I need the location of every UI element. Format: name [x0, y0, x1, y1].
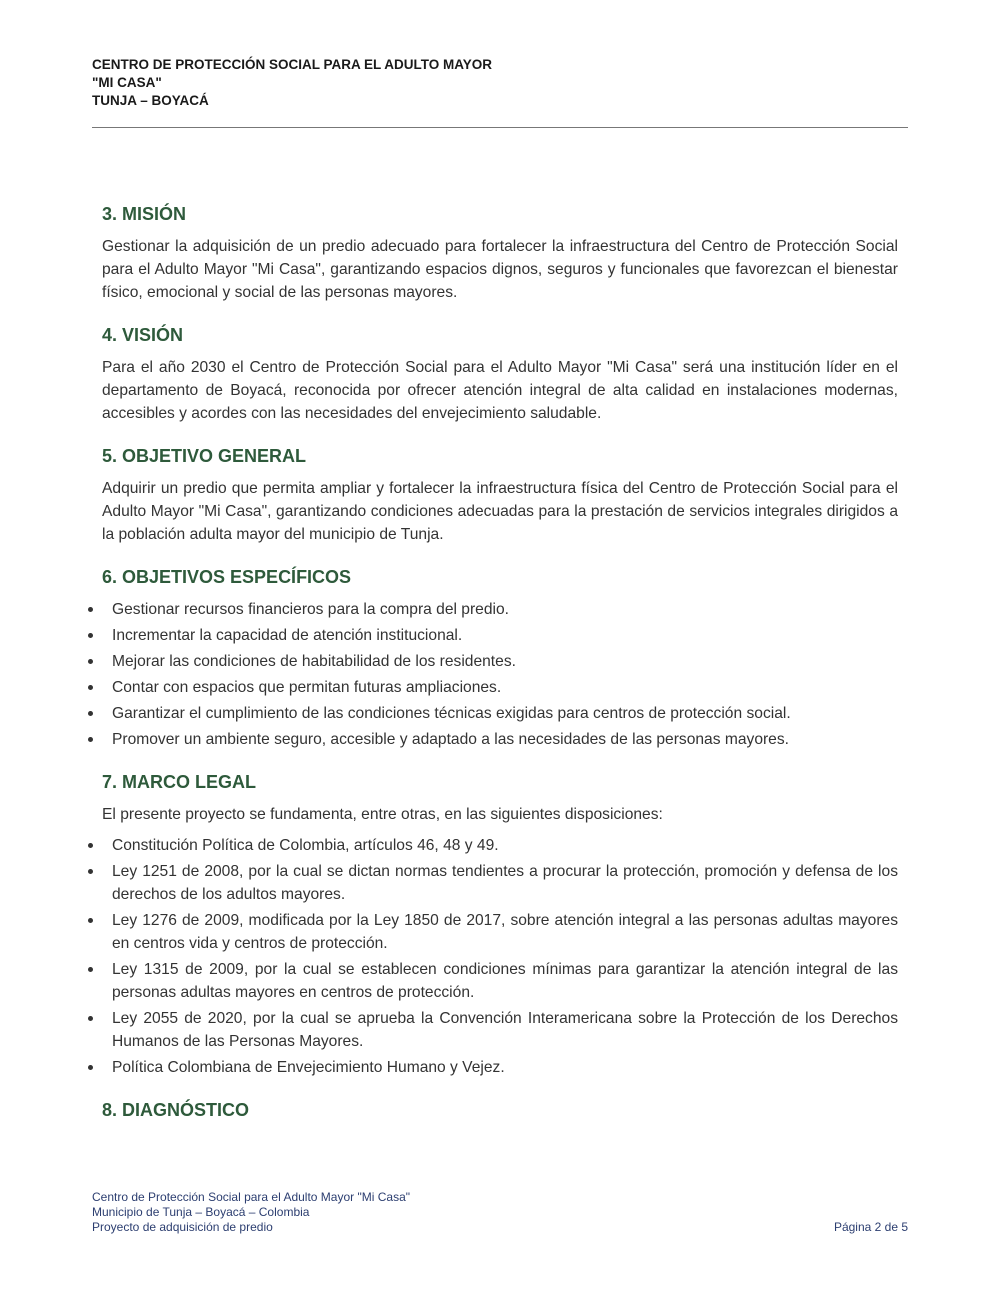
section-diagnostico [102, 1098, 898, 1122]
list-item-text: Ley 1251 de 2008, por la cual se dictan normas tendientes a procurar la protección, promoción y defensa de los derechos de los adultos mayores. [112, 863, 898, 903]
page-footer [92, 1190, 908, 1235]
list-item [88, 624, 898, 647]
list-item [88, 909, 898, 955]
list-item-text: Mejorar las condiciones de habitabilidad de los residentes. [112, 653, 516, 670]
list-item [88, 650, 898, 673]
list-item-text: Gestionar recursos financieros para la compra del predio. [112, 601, 509, 618]
list-item [88, 834, 898, 857]
bullet-icon [88, 869, 93, 874]
list-item-text: Constitución Política de Colombia, artículos 46, 48 y 49. [112, 837, 499, 854]
bullet-icon [88, 737, 93, 742]
section-vision [102, 323, 898, 425]
bullet-icon [88, 659, 93, 664]
section-marco-legal [102, 770, 898, 1079]
page-header [92, 56, 908, 110]
page-number: Página 2 de 5 [833, 1220, 908, 1234]
list-item-text: Política Colombiana de Envejecimiento Humano y Vejez. [112, 1059, 505, 1076]
footer-institution: Centro de Protección Social para el Adulto Mayor "Mi Casa" [92, 1190, 411, 1204]
bullet-icon [88, 633, 93, 638]
list-item [88, 728, 898, 751]
bullet-icon [88, 967, 93, 972]
section-paragraph: Adquirir un predio que permita ampliar y fortalecer la infraestructura física del Centro de Protección Social para el Adulto Mayor "Mi Casa", garantizando condiciones adecuadas para la prestación de servicios integrales dirigidos a la población adulta mayor del municipio de Tunja. [102, 480, 898, 543]
header-institution: CENTRO DE PROTECCIÓN SOCIAL PARA EL ADULTO MAYOR [92, 57, 493, 72]
bullet-icon [88, 843, 93, 848]
document-body [102, 202, 898, 1141]
bullet-icon [88, 1016, 93, 1021]
section-title: 3. MISIÓN [102, 204, 187, 224]
list-item [88, 702, 898, 725]
list-item [88, 1056, 898, 1079]
list-item [88, 1007, 898, 1053]
bullet-list [88, 598, 898, 751]
list-item-text: Ley 1276 de 2009, modificada por la Ley 1850 de 2017, sobre atención integral a las personas adultas mayores en centros vida y centros de protección. [112, 912, 898, 952]
section-title: 4. VISIÓN [102, 325, 184, 345]
bullet-icon [88, 685, 93, 690]
list-item [88, 860, 898, 906]
section-title: 6. OBJETIVOS ESPECÍFICOS [102, 567, 352, 587]
bullet-icon [88, 711, 93, 716]
list-item-text: Contar con espacios que permitan futuras ampliaciones. [112, 679, 502, 696]
list-item-text: Ley 1315 de 2009, por la cual se establecen condiciones mínimas para garantizar la atención integral de las personas adultas mayores en centros de protección. [112, 961, 898, 1001]
section-paragraph: Gestionar la adquisición de un predio adecuado para fortalecer la infraestructura del Centro de Protección Social para el Adulto Mayor "Mi Casa", garantizando espacios dignos, seguros y funcionales que favorezcan el bienestar físico, emocional y social de las personas mayores. [102, 238, 898, 301]
section-intro: El presente proyecto se fundamenta, entre otras, en las siguientes disposiciones: [102, 806, 663, 823]
bullet-icon [88, 918, 93, 923]
section-title: 5. OBJETIVO GENERAL [102, 446, 307, 466]
list-item-text: Garantizar el cumplimiento de las condiciones técnicas exigidas para centros de protección social. [112, 705, 791, 722]
list-item-text: Incrementar la capacidad de atención institucional. [112, 627, 463, 644]
list-item [88, 676, 898, 699]
list-item-text: Promover un ambiente seguro, accesible y adaptado a las necesidades de las personas mayores. [112, 731, 789, 748]
section-paragraph: Para el año 2030 el Centro de Protección Social para el Adulto Mayor "Mi Casa" será una institución líder en el departamento de Boyacá, reconocida por ofrecer atención integral de alta calidad en instalaciones modernas, accesibles y acordes con las necesidades del envejecimiento saludable. [102, 359, 898, 422]
bullet-icon [88, 607, 93, 612]
section-mision [102, 202, 898, 304]
bullet-icon [88, 1065, 93, 1070]
list-item [88, 598, 898, 621]
bullet-list [88, 834, 898, 1079]
footer-location: Municipio de Tunja – Boyacá – Colombia [92, 1205, 310, 1219]
footer-project: Proyecto de adquisición de predio [92, 1220, 273, 1234]
list-item-text: Ley 2055 de 2020, por la cual se aprueba la Convención Interamericana sobre la Protección de los Derechos Humanos de las Personas Mayores. [112, 1010, 898, 1050]
section-objetivo-general [102, 444, 898, 546]
section-objetivos-especificos [102, 565, 898, 751]
header-location: TUNJA – BOYACÁ [92, 93, 209, 108]
list-item [88, 958, 898, 1004]
header-divider [92, 127, 908, 128]
section-title: 7. MARCO LEGAL [102, 772, 257, 792]
header-name: "MI CASA" [92, 75, 162, 90]
section-title: 8. DIAGNÓSTICO [102, 1100, 250, 1120]
